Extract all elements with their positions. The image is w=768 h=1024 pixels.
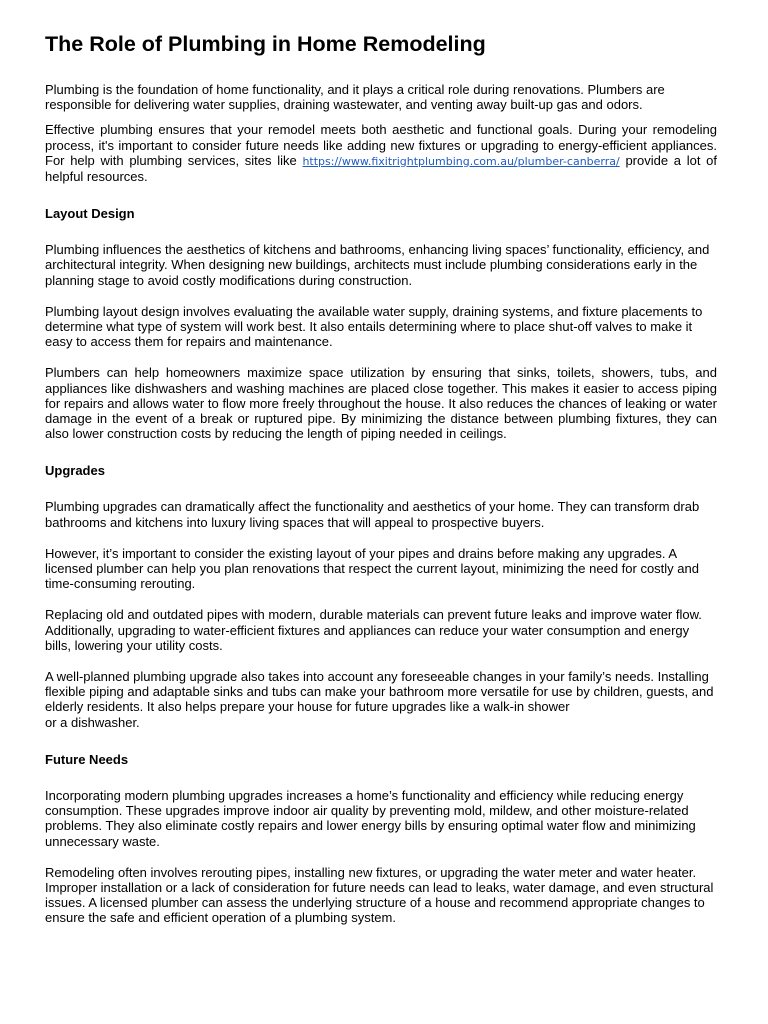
intro-paragraph-1: Plumbing is the foundation of home functionality, and it plays a critical role during renovations. Plumbers are responsible for delivering water supplies, draining wastewater, and venting away built-up gas and odors. — [45, 82, 665, 113]
upgrades-paragraph-4-line-2: or a dishwasher. — [45, 714, 140, 730]
intro-paragraph-2-after: provide a lot of helpful resources. — [45, 152, 717, 185]
section-heading-upgrades: Upgrades — [45, 463, 105, 479]
layout-design-paragraph-1: Plumbing influences the aesthetics of kitchens and bathrooms, enhancing living spaces’ functionality, efficiency, and architectural integrity. When designing new buildings, architects must include plumbing considerations early in the planning stage to avoid costly modifications during construction. — [45, 242, 710, 288]
intro-paragraph-2-text: Effective plumbing ensures that your remodel meets both aesthetic and functional goals. During your remodeling process, it's important to consider future needs like adding new fixtures or upgrading to energy-efficient appliances. For help with plumbing services, sites like — [45, 122, 717, 168]
upgrades-paragraph-1: Plumbing upgrades can dramatically affect the functionality and aesthetics of your home. They can transform drab bathrooms and kitchens into luxury living spaces that will appeal to prospective buyers. — [45, 499, 700, 530]
intro-paragraph-2 — [45, 122, 717, 184]
page-title: The Role of Plumbing in Home Remodeling — [45, 32, 486, 56]
section-heading-layout-design: Layout Design — [45, 206, 135, 222]
future-needs-paragraph-1: Incorporating modern plumbing upgrades increases a home’s functionality and efficiency while reducing energy consumption. These upgrades improve indoor air quality by preventing mold, mildew, and other moisture-related problems. They also eliminate costly repairs and lower energy bills by ensuring optimal water flow and minimizing unnecessary waste. — [45, 787, 696, 849]
section-heading-future-needs: Future Needs — [45, 751, 129, 767]
document-page — [45, 28, 717, 926]
upgrades-paragraph-4 — [45, 669, 717, 730]
layout-design-paragraph-3: Plumbers can help homeowners maximize space utilization by ensuring that sinks, toilets, showers, tubs, and appliances like dishwashers and washing machines are placed close together. This makes it easier to access piping for repairs and allows water to flow more freely throughout the house. It also reduces the chances of leaking or water damage in the event of a break or ruptured pipe. By minimizing the distance between plumbing fixtures, they can also lower construction costs by reducing the length of piping needed in ceilings. — [45, 365, 717, 442]
future-needs-paragraph-2: Remodeling often involves rerouting pipes, installing new fixtures, or upgrading the water meter and water heater. Improper installation or a lack of consideration for future needs can lead to leaks, water damage, and even structural issues. A licensed plumber can assess the underlying structure of a house and recommend appropriate changes to ensure the safe and efficient operation of a plumbing system. — [45, 864, 714, 926]
plumber-canberra-link[interactable]: https://www.fixitrightplumbing.com.au/plumber-canberra/ — [302, 154, 620, 168]
upgrades-paragraph-4-line-1: A well-planned plumbing upgrade also takes into account any foreseeable changes in your family’s needs. Installing flexible piping and adaptable sinks and tubs can make your bathroom more versatile for use by children, guests, and elderly residents. It also helps prepare your house for future upgrades like a walk-in shower — [45, 669, 714, 715]
upgrades-paragraph-3: Replacing old and outdated pipes with modern, durable materials can prevent future leaks and improve water flow. Additionally, upgrading to water-efficient fixtures and appliances can reduce your water consumption and energy bills, lowering your utility costs. — [45, 607, 702, 653]
upgrades-paragraph-2: However, it’s important to consider the existing layout of your pipes and drains before making any upgrades. A licensed plumber can help you plan renovations that respect the current layout, minimizing the need for costly and time-consuming rerouting. — [45, 545, 699, 592]
layout-design-paragraph-2: Plumbing layout design involves evaluating the available water supply, draining systems, and fixture placements to determine what type of system will work best. It also entails determining where to place shut-off valves to make it easy to access them for repairs and maintenance. — [45, 303, 703, 350]
